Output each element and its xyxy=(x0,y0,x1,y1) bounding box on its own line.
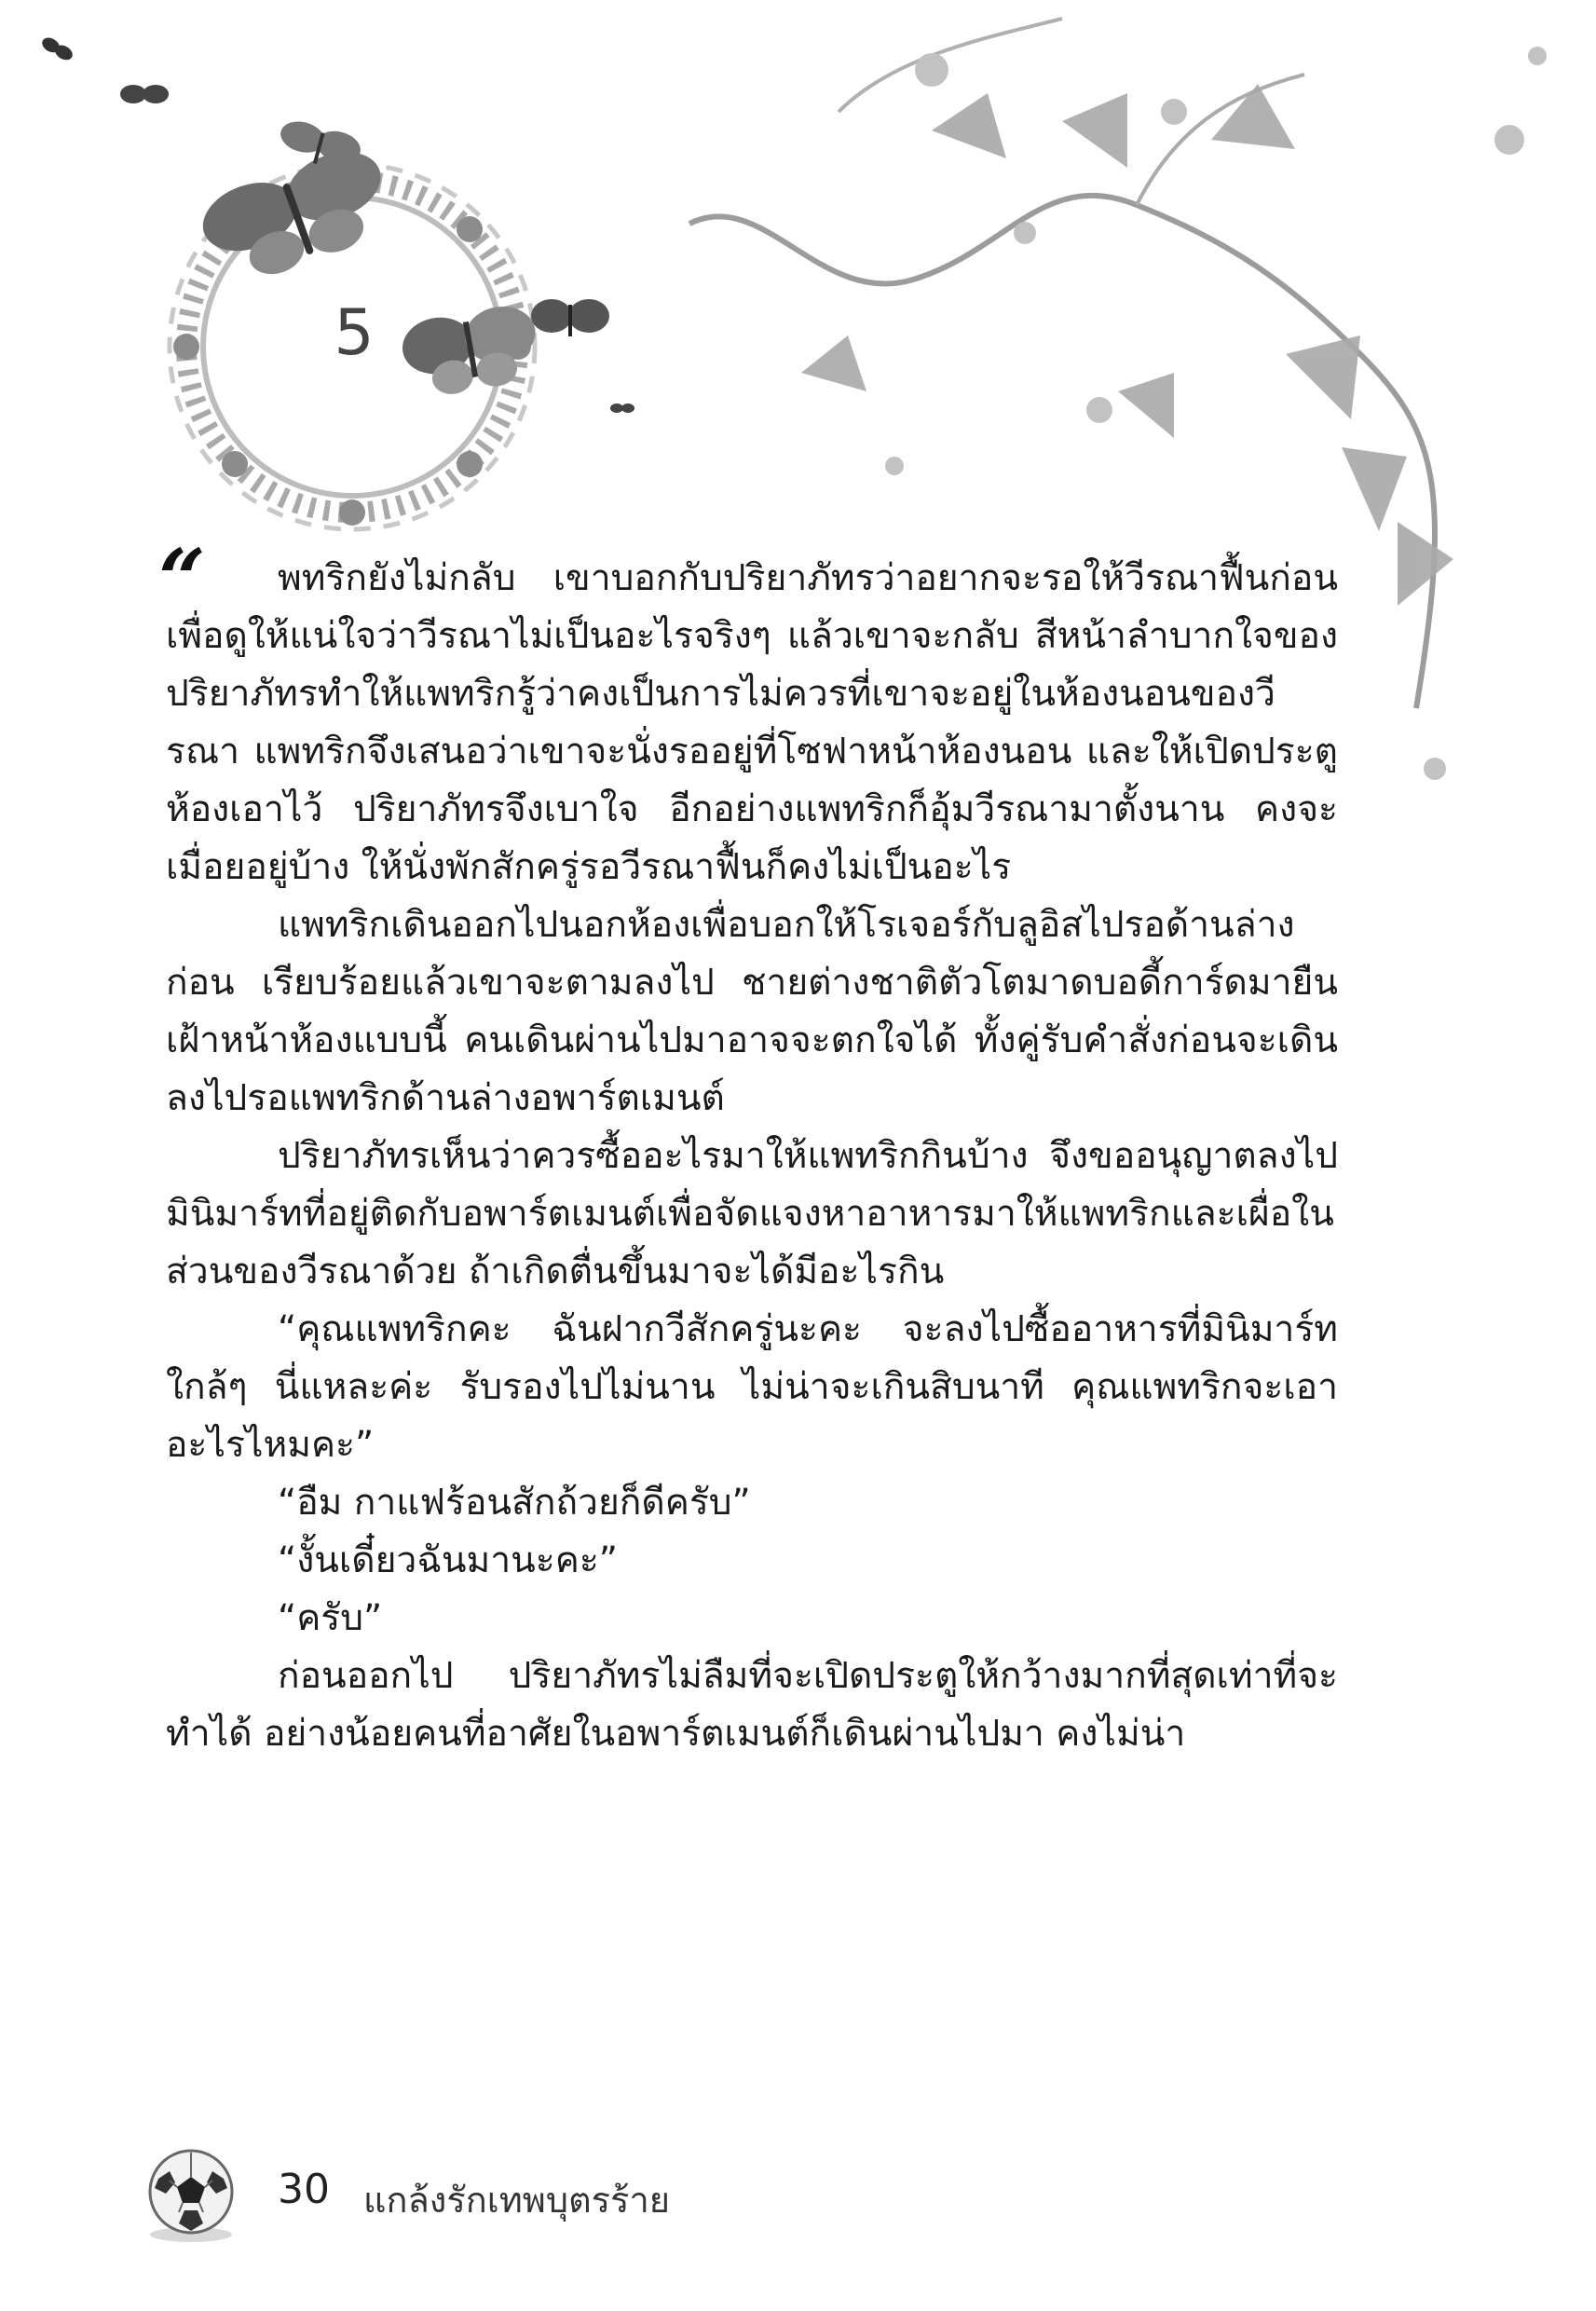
book-title: แกล้งรักเทพบุตรร้าย xyxy=(363,2180,671,2221)
paragraph: “อืม กาแฟร้อนสักถ้วยก็ดีครับ” xyxy=(278,1482,751,1524)
paragraph: แพทริกเดินออกไปนอกห้องเพื่อบอกให้โรเจอร์กับลูอิสไปรอด้านล่างก่อน เรียบร้อยแล้วเขาจะตามลงไป ชายต่างชาติตัวโตมาดบอดี้การ์ดมายืนเฝ้าหน้าห้องแบบนี้ คนเดินผ่านไปมาอาจจะตกใจได้ ทั้งคู่รับคำสั่งก่อนจะเดินลงไปรอแพทริกด้านล่างอพาร์ตเมนต์ xyxy=(166,904,1338,1119)
soccer-ball-icon xyxy=(140,2143,242,2246)
opening-quote-mark: “ xyxy=(158,530,206,627)
chapter-number: 5 xyxy=(334,296,375,370)
page-number: 30 xyxy=(278,2166,330,2213)
paragraph: “ครับ” xyxy=(278,1597,383,1639)
paragraph: ปริยาภัทรเห็นว่าควรซื้ออะไรมาให้แพทริกกินบ้าง จึงขออนุญาตลงไปมินิมาร์ทที่อยู่ติดกับอพาร์ตเมนต์เพื่อจัดแจงหาอาหารมาให้แพทริกและเผื่อในส่วนของวีรณาด้วย ถ้าเกิดตื่นขึ้นมาจะได้มีอะไรกิน xyxy=(166,1135,1338,1292)
paragraph: ก่อนออกไป ปริยาภัทรไม่ลืมที่จะเปิดประตูให้กว้างมากที่สุดเท่าที่จะทำได้ อย่างน้อยคนที่อาศัยในอพาร์ตเมนต์ก็เดินผ่านไปมา คงไม่น่า xyxy=(166,1655,1338,1755)
paragraph: พทริกยังไม่กลับ เขาบอกกับปริยาภัทรว่าอยากจะรอให้วีรณาฟื้นก่อนเพื่อดูให้แน่ใจว่าวีรณาไม่เป็นอะไรจริงๆ แล้วเขาจะกลับ สีหน้าลำบากใจของปริยาภัทรทำให้แพทริกรู้ว่าคงเป็นการไม่ควรที่เขาจะอยู่ในห้องนอนของวีรณา แพทริกจึงเสนอว่าเขาจะนั่งรออยู่ที่โซฟาหน้าห้องนอน และให้เปิดประตูห้องเอาไว้ ปริยาภัทรจึงเบาใจ อีกอย่างแพทริกก็อุ้มวีรณามาตั้งนาน คงจะเมื่อยอยู่บ้าง ให้นั่งพักสักครู่รอวีรณาฟื้นก็คงไม่เป็นอะไร xyxy=(166,557,1338,888)
paragraph: “คุณแพทริกคะ ฉันฝากวีสักครู่นะคะ จะลงไปซื้ออาหารที่มินิมาร์ทใกล้ๆ นี่แหละค่ะ รับรองไปไม่นาน ไม่น่าจะเกินสิบนาที คุณแพทริกจะเอาอะไรไหมคะ” xyxy=(166,1308,1338,1466)
paragraph: “งั้นเดี๋ยวฉันมานะคะ” xyxy=(278,1539,618,1581)
page-footer xyxy=(140,2143,792,2246)
body-text xyxy=(158,530,1338,1763)
